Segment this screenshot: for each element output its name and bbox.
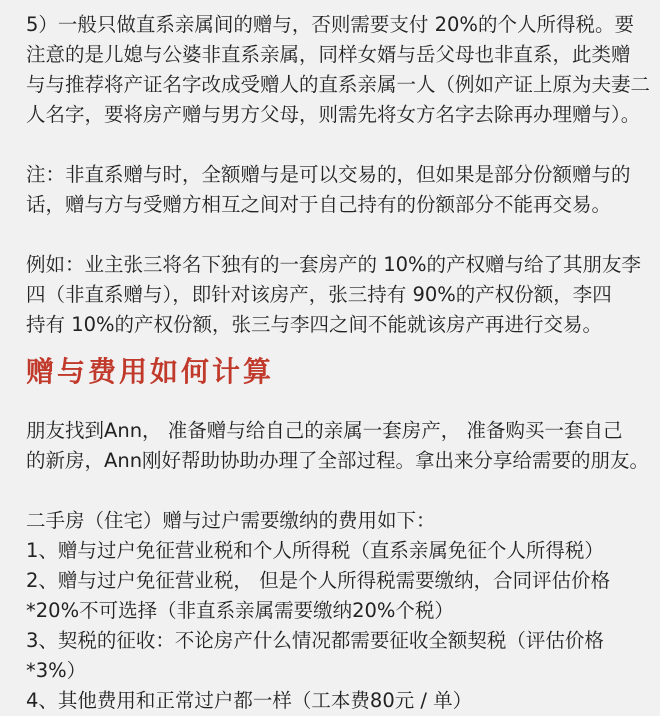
text-line: *3%） bbox=[26, 659, 87, 682]
text-line: *20%不可选择（非直系亲属需要缴纳20%个税） bbox=[26, 599, 454, 622]
paragraph-spacer bbox=[26, 476, 648, 506]
list-item: 4、其他费用和正常过户都一样（工本费80元 / 单） bbox=[26, 689, 473, 712]
list-item: 1、赠与过户免征营业税和个人所得税（直系亲属免征个人所得税） bbox=[26, 539, 604, 562]
paragraph-spacer bbox=[26, 220, 648, 250]
text-line: 注意的是儿媳与公婆非直系亲属，同样女婿与岳父母也非直系，此类赠 bbox=[26, 43, 631, 66]
text-line: 注：非直系赠与时，全额赠与是可以交易的，但如果是部分份额赠与的 bbox=[26, 163, 631, 186]
text-line: 朋友找到Ann， 准备赠与给自己的亲属一套房产， 准备购买一套自己 bbox=[26, 419, 623, 442]
paragraph-intro bbox=[26, 416, 648, 476]
paragraph-note bbox=[26, 160, 648, 220]
list-item: 2、赠与过户免征营业税， 但是个人所得税需要缴纳，合同评估价格 bbox=[26, 569, 611, 592]
text-line: 的新房，Ann刚好帮助协助办理了全部过程。拿出来分享给需要的朋友。 bbox=[26, 449, 650, 472]
text-line: 人名字，要将房产赠与男方父母，则需先将女方名字去除再办理赠与）。 bbox=[26, 103, 641, 126]
paragraph-example bbox=[26, 250, 648, 340]
text-line: 四（非直系赠与），即针对该房产，张三持有 90%的产权份额，李四 bbox=[26, 283, 612, 306]
text-line: 持有 10%的产权份额，张三与李四之间不能就该房产再进行交易。 bbox=[26, 313, 603, 336]
section-spacer bbox=[26, 340, 648, 354]
list-item: 3、契税的征收：不论房产什么情况都需要征收全额契税（评估价格 bbox=[26, 629, 604, 652]
text-line: 5）一般只做直系亲属间的赠与，否则需要支付 20%的个人所得税。要 bbox=[26, 13, 634, 36]
text-line: 二手房（住宅）赠与过户需要缴纳的费用如下： bbox=[26, 509, 436, 532]
section-spacer bbox=[26, 402, 648, 416]
section-heading: 赠与费用如何计算 bbox=[26, 355, 275, 388]
paragraph-direct-relative-gift bbox=[26, 10, 651, 130]
paragraph-spacer bbox=[26, 130, 648, 160]
text-line: 例如：业主张三将名下独有的一套房产的 10%的产权赠与给了其朋友李 bbox=[26, 253, 642, 276]
paragraph-fee-list bbox=[26, 506, 648, 716]
text-line: 与与推荐将产证名字改成受赠人的直系亲属一人（例如产证上原为夫妻二 bbox=[26, 73, 651, 96]
text-line: 话，赠与方与受赠方相互之间对于自己持有的份额部分不能再交易。 bbox=[26, 193, 612, 216]
